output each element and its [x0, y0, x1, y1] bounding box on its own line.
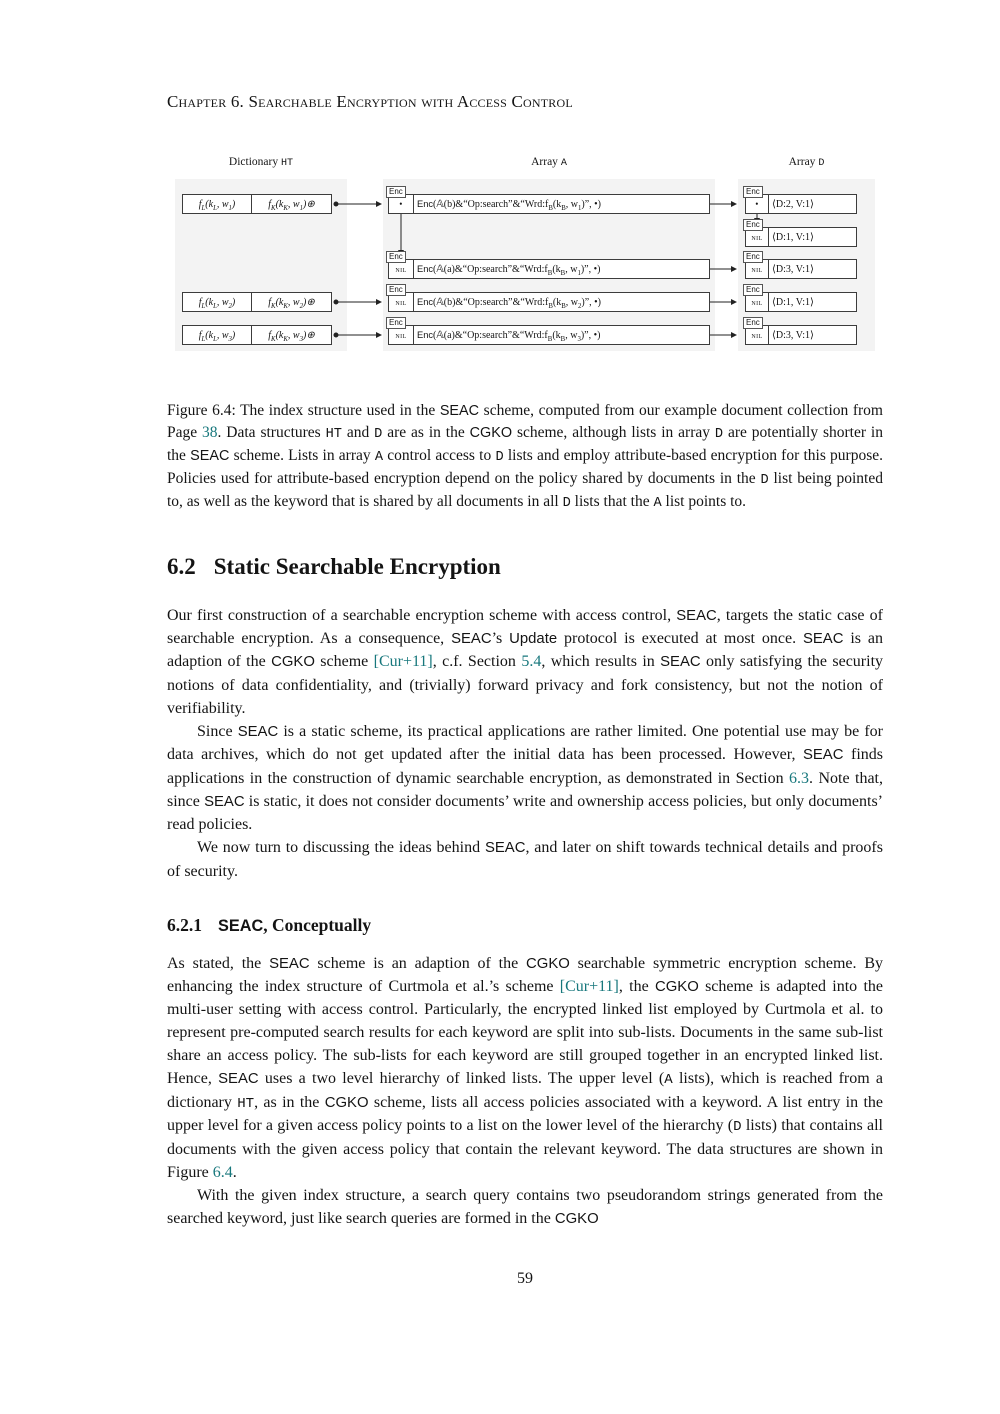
paragraph — [167, 1184, 883, 1230]
payload-cell — [414, 292, 710, 312]
array-d-row — [745, 285, 857, 312]
text-segment: D — [760, 473, 769, 488]
text-segment: $f_L(k_L$, $w_1$) — [198, 198, 236, 212]
doc-node-cell: ⟨D:2, V:1⟩ — [769, 194, 857, 214]
text-segment: SEAC — [451, 630, 492, 647]
text-segment: list being pointed to, as well as the keyword that is shared by all documents in all — [167, 470, 883, 510]
text-segment: Enc — [417, 330, 434, 340]
text-segment: control access to — [383, 447, 496, 465]
text-segment: scheme — [314, 653, 374, 671]
array-d-row — [745, 252, 857, 279]
text-segment: D — [562, 495, 571, 511]
text-segment: SEAC — [190, 448, 230, 465]
text-segment: and — [341, 424, 375, 442]
text-segment: scheme. Lists in array — [229, 447, 375, 465]
page-number: 59 — [517, 1270, 533, 1288]
text-segment: , c.f. Section — [432, 653, 522, 671]
text-segment: Array — [788, 156, 819, 168]
payload-cell — [414, 325, 710, 345]
section-title: Static Searchable Encryption — [213, 553, 501, 579]
array-d-row — [745, 318, 857, 345]
dict-row — [182, 325, 332, 345]
text-segment: list points to. — [661, 492, 747, 510]
enc-tag: Enc — [743, 251, 763, 263]
text-segment: D — [374, 427, 383, 443]
enc-tag: Enc — [386, 284, 406, 296]
text-segment: SEAC — [269, 955, 310, 972]
text-segment: $f_L(k_L$, $w_2$) — [198, 296, 236, 310]
dict-key-cell — [182, 292, 252, 312]
figure-caption — [167, 400, 883, 514]
ref-link[interactable]: [Cur+11] — [373, 653, 433, 671]
text-segment: HT — [237, 1095, 255, 1112]
paragraph — [167, 604, 883, 720]
text-segment: D — [733, 1119, 742, 1136]
text-segment: , and later on shift towards technical details and proofs of security. — [167, 839, 883, 880]
text-segment: protocol is executed at most once. — [557, 629, 803, 647]
pointer-cell: nil — [745, 325, 769, 345]
text-segment: Enc — [417, 297, 434, 307]
payload-cell — [414, 259, 710, 279]
text-segment: ($𝔸(a)\&“Op:search”\&“Wrd:f_B(k_B$, $w_1$)”, •) — [433, 263, 601, 277]
text-segment: A — [374, 450, 384, 466]
pointer-cell: nil — [388, 259, 414, 279]
text-segment: CGKO — [469, 425, 513, 442]
text-segment: CGKO — [324, 1094, 369, 1111]
array-a-row — [388, 318, 710, 345]
enc-tag: Enc — [743, 219, 763, 231]
array-a-row — [388, 285, 710, 312]
dict-key-cell — [182, 194, 252, 214]
text-segment: A — [664, 1072, 673, 1089]
pointer-cell: nil — [745, 227, 769, 247]
pointer-arrows — [175, 154, 875, 354]
text-segment: lists and employ attribute-based encryption for this purpose. Policies used for attribute-based encryption depend on the policy shared by documents in the — [167, 447, 884, 487]
dict-row — [182, 292, 332, 312]
text-segment: As stated, the — [167, 954, 270, 972]
pointer-cell: nil — [745, 292, 769, 312]
dict-row — [182, 194, 332, 214]
text-segment: $f_K(k_K$, $w_2)\oplus$ — [268, 296, 315, 310]
array-d-row — [745, 187, 857, 214]
array-a-row — [388, 187, 710, 214]
text-segment: are potentially shorter in the — [167, 424, 883, 465]
text-segment: lists that the — [570, 492, 654, 510]
text-segment: Figure 6.4: The index structure used in the — [167, 402, 440, 419]
text-segment: SEAC — [802, 630, 844, 647]
section-number: 6.2 — [167, 553, 196, 579]
text-segment: Dictionary — [228, 156, 281, 168]
text-segment: SEAC — [204, 793, 245, 810]
text-segment: , as in the — [254, 1093, 325, 1111]
ref-link[interactable]: 5.4 — [521, 653, 542, 671]
text-segment: SEAC — [439, 403, 480, 419]
dict-value-cell — [252, 194, 332, 214]
text-segment: , Conceptually — [263, 914, 372, 935]
text-segment: CGKO — [271, 654, 315, 671]
enc-tag: Enc — [743, 284, 763, 296]
text-segment: searchable symmetric encryption scheme. By enhancing the index structure of Curtmola et al.’s scheme — [167, 954, 884, 995]
text-segment: SEAC — [218, 916, 264, 935]
text-segment: lists), which is reached from a dictionary — [167, 1070, 884, 1111]
text-segment: scheme, computed from our example document collection from Page — [167, 402, 883, 442]
subsection-number: 6.2.1 — [167, 914, 202, 935]
text-segment: scheme is adapted into the multi-user setting with access control. Particularly, the encrypted linked list employed by Curtmola et al. to represent pre-computed search results for each keyword are split into sub-lists. Documents in the same sub-list share an access policy. The sub-lists for each keyword are still grouped together in an encrypted linked list. Hence, — [167, 977, 883, 1088]
paragraph — [167, 836, 883, 882]
text-segment: are as in the — [382, 424, 470, 442]
text-segment: Since — [197, 722, 238, 740]
dict-value-cell — [252, 292, 332, 312]
text-segment: , targets the static case of searchable encryption. As a consequence, — [167, 606, 883, 647]
text-segment: ($𝔸(b)\&“Op:search”\&“Wrd:f_B(k_B$, $w_2$)”, •) — [433, 296, 602, 310]
text-segment: CGKO — [554, 1210, 599, 1227]
text-segment: Update — [509, 630, 558, 647]
enc-tag: Enc — [386, 317, 406, 329]
text-segment: A — [653, 495, 662, 511]
ref-link[interactable]: 6.4 — [212, 1163, 233, 1181]
pointer-cell: nil — [388, 292, 414, 312]
text-segment: . Data structures — [217, 424, 326, 442]
dict-key-cell — [182, 325, 252, 345]
payload-cell — [414, 194, 710, 214]
text-segment: SEAC — [676, 607, 717, 624]
text-segment: D — [818, 158, 825, 169]
doc-node-cell: ⟨D:1, V:1⟩ — [769, 292, 857, 312]
text-segment: scheme, lists all access policies associated with a keyword. A list entry in the upper level for a given access policy points to a list on the lower level of the hierarchy ( — [167, 1093, 883, 1135]
text-segment: HT — [280, 158, 294, 169]
array-d-row — [745, 220, 857, 247]
enc-tag: Enc — [743, 317, 763, 329]
running-header: Chapter 6. Searchable Encryption with Access Control — [167, 92, 573, 111]
text-segment: , which results in — [541, 653, 661, 671]
text-segment: A — [560, 158, 567, 169]
text-segment: ($𝔸(a)\&“Op:search”\&“Wrd:f_B(k_B$, $w_3$)”, •) — [433, 329, 601, 343]
text-segment: scheme, although lists in array — [512, 424, 715, 442]
text-segment: CGKO — [526, 955, 570, 972]
pointer-cell: nil — [388, 325, 414, 345]
paragraph — [167, 952, 883, 1184]
text-segment: only satisfying the security notions of data confidentiality, and (trivially) forward privacy and fork consistency, but not the notion of verifiability. — [167, 653, 884, 717]
enc-tag: Enc — [386, 251, 406, 263]
paragraph — [167, 720, 883, 836]
text-segment: . Note that, since — [167, 769, 883, 810]
section-heading — [167, 554, 883, 580]
text-segment: Our first construction of a searchable encryption scheme with access control, — [167, 606, 677, 624]
text-segment: $f_K(k_K$, $w_3)\oplus$ — [268, 329, 315, 343]
text-segment: D — [714, 427, 724, 443]
doc-node-cell: ⟨D:1, V:1⟩ — [769, 227, 857, 247]
text-segment: finds applications in the construction of dynamic searchable encryption, as demonstrated in Section — [167, 746, 884, 787]
text-segment: SEAC — [484, 840, 526, 857]
pointer-cell: • — [388, 194, 414, 214]
text-segment: is static, it does not consider documents’ write and ownership access policies, but only documents’ read policies. — [167, 792, 884, 834]
text-segment: SEAC — [218, 1071, 259, 1088]
text-segment: SEAC — [660, 654, 701, 671]
text-segment: Enc — [417, 199, 434, 209]
text-segment: $f_L(k_L$, $w_3$) — [198, 329, 236, 343]
text-segment: ($𝔸(b)\&“Op:search”\&“Wrd:f_B(k_B$, $w_1$)”, •) — [433, 198, 602, 212]
enc-tag: Enc — [386, 186, 406, 198]
doc-node-cell: ⟨D:3, V:1⟩ — [769, 325, 857, 345]
text-segment: SEAC — [802, 747, 844, 764]
text-segment: ’s — [491, 629, 510, 647]
text-segment: uses a two level hierarchy of linked lists. The upper level ( — [258, 1070, 665, 1088]
text-segment: SEAC — [237, 723, 279, 740]
subsection-title — [218, 915, 371, 935]
dict-value-cell — [252, 325, 332, 345]
text-segment: , the — [618, 977, 655, 995]
text-segment: lists) that contains all documents with the given access policy that contain the relevant keyword. The data structures are shown in Figure — [167, 1117, 884, 1181]
array-a-row — [388, 252, 710, 279]
text-segment: CGKO — [654, 978, 699, 995]
doc-node-cell: ⟨D:3, V:1⟩ — [769, 259, 857, 279]
text-segment: . — [232, 1163, 237, 1181]
text-segment: HT — [325, 427, 342, 443]
enc-tag: Enc — [743, 186, 763, 198]
ref-link[interactable]: [Cur+11] — [559, 977, 619, 995]
text-segment: is an adaption of the — [167, 629, 884, 671]
pointer-cell: • — [745, 194, 769, 214]
text-segment: is a static scheme, its practical applications are rather limited. One potential use may be for data archives, which do not get updated after the initial data has been processed. However, — [167, 722, 884, 764]
text-segment: D — [495, 450, 504, 466]
text-segment: scheme is an adaption of the — [309, 954, 527, 972]
subsection-heading — [167, 915, 883, 936]
text-segment: We now turn to discussing the ideas behind — [197, 839, 485, 857]
text-segment: $f_K(k_K$, $w_1)\oplus$ — [268, 198, 315, 212]
ref-link[interactable]: 38 — [202, 424, 218, 442]
text-segment: Array — [531, 156, 561, 168]
text-segment: Enc — [417, 264, 434, 274]
figure-6-4-diagram — [175, 154, 875, 354]
ref-link[interactable]: 6.3 — [789, 769, 810, 787]
text-segment: With the given index structure, a search query contains two pseudorandom strings generated from the searched keyword, just like search queries are formed in the — [167, 1186, 883, 1227]
pointer-cell: nil — [745, 259, 769, 279]
